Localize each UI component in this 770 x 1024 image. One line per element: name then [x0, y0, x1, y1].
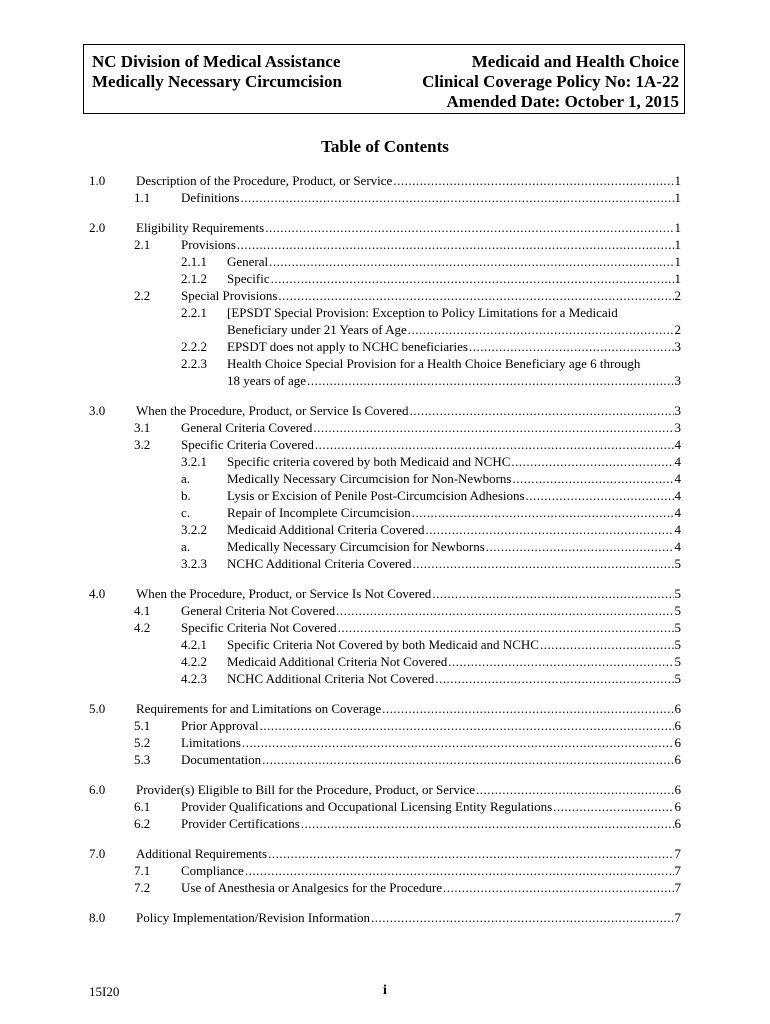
toc-entry-page: 3: [674, 339, 681, 354]
toc-entry-page: 5: [674, 620, 681, 635]
toc-entry-title: Medicaid Additional Criteria Not Covered: [227, 654, 448, 669]
toc-leader-dots: [313, 419, 673, 437]
toc-entry-title: Requirements for and Limitations on Coverage: [136, 701, 382, 716]
toc-entry-number: 4.2.3: [181, 671, 207, 686]
toc-entry-title: EPSDT does not apply to NCHC beneficiaries: [227, 339, 468, 354]
toc-entry-title: Use of Anesthesia or Analgesics for the Procedure: [181, 880, 443, 895]
toc-entry-title: Specific Criteria Not Covered: [181, 620, 337, 635]
toc-entry-number: 2.2: [134, 288, 151, 303]
toc-leader-dots: [371, 909, 674, 927]
toc-leader-dots: [269, 253, 673, 271]
toc-leader-dots: [448, 653, 673, 671]
toc-entry[interactable]: [134, 734, 681, 752]
toc-entry[interactable]: [134, 879, 681, 897]
toc-entry-page: 1: [674, 220, 681, 235]
toc-entry-title: Beneficiary under 21 Years of Age: [227, 322, 407, 337]
toc-entry-page: 3: [674, 403, 681, 418]
toc-leader-dots: [512, 470, 673, 488]
toc-entry[interactable]: [89, 219, 681, 237]
toc-entry-page: 3: [674, 420, 681, 435]
toc-leader-dots: [413, 555, 674, 573]
toc-entry-number: c.: [181, 505, 191, 520]
toc-entry-title: Provider(s) Eligible to Bill for the Procedure, Product, or Service: [136, 782, 476, 797]
toc-leader-dots: [315, 436, 674, 454]
toc-entry-title: Medically Necessary Circumcision for Non-Newborns: [227, 471, 512, 486]
toc-leader-dots: [410, 402, 674, 420]
policy-number: Clinical Coverage Policy No: 1A-22: [422, 72, 679, 91]
amended-date: Amended Date: October 1, 2015: [446, 92, 679, 111]
toc-entry-number: 4.2.2: [181, 654, 207, 669]
toc-leader-dots: [382, 700, 673, 718]
toc-entry[interactable]: [89, 172, 681, 190]
toc-entry-title: Specific: [227, 271, 270, 286]
toc-leader-dots: [432, 585, 673, 603]
toc-entry-title: Provider Certifications: [181, 816, 300, 831]
toc-entry-page: 2: [674, 288, 681, 303]
toc-entry-title: Medicaid Additional Criteria Covered: [227, 522, 425, 537]
toc-entry-title: Repair of Incomplete Circumcision: [227, 505, 411, 520]
toc-entry[interactable]: [181, 470, 681, 488]
toc-entry[interactable]: [181, 253, 681, 271]
toc-leader-dots: [425, 521, 673, 539]
toc-entry-page: 2: [674, 322, 681, 337]
toc-entry-title: Specific Criteria Not Covered by both Medicaid and NCHC: [227, 637, 539, 652]
toc-leader-dots: [511, 453, 673, 471]
toc-entry-title: General Criteria Not Covered: [181, 603, 336, 618]
toc-entry-title: Specific Criteria Covered: [181, 437, 314, 452]
toc-entry-page: 1: [674, 271, 681, 286]
toc-entry-number: 2.2.1: [181, 305, 207, 320]
toc-entry-title: Documentation: [181, 752, 262, 767]
toc-leader-dots: [265, 219, 673, 237]
policy-subject: Medically Necessary Circumcision: [92, 72, 342, 91]
toc-heading: Table of Contents: [321, 137, 449, 156]
toc-entry-title: Compliance: [181, 863, 244, 878]
page-number: i: [383, 983, 387, 998]
toc-entry[interactable]: [89, 845, 681, 863]
toc-entry-title: Special Provisions: [181, 288, 278, 303]
toc-leader-dots: [486, 538, 674, 556]
toc-leader-dots: [260, 717, 674, 735]
toc-leader-dots: [338, 619, 674, 637]
toc-entry-number: 6.1: [134, 799, 151, 814]
toc-leader-dots: [271, 270, 674, 288]
toc-entry-title: NCHC Additional Criteria Not Covered: [227, 671, 435, 686]
toc-leader-dots: [262, 751, 673, 769]
toc-entry-page: 4: [674, 437, 681, 452]
toc-entry[interactable]: [134, 236, 681, 254]
toc-entry[interactable]: [134, 619, 681, 637]
toc-entry-title: General: [227, 254, 269, 269]
toc-entry[interactable]: [181, 636, 681, 654]
toc-entry-title: Additional Requirements: [136, 846, 268, 861]
toc-entry[interactable]: [134, 436, 681, 454]
toc-entry-title: Definitions: [181, 190, 240, 205]
toc-entry-page: 1: [674, 237, 681, 252]
toc-leader-dots: [412, 504, 674, 522]
toc-entry-title: Limitations: [181, 735, 241, 750]
toc-entry-number: 7.1: [134, 863, 151, 878]
toc-entry-page: 4: [674, 471, 681, 486]
toc-entry[interactable]: [134, 717, 681, 735]
toc-entry[interactable]: [134, 419, 681, 437]
toc-entry-page: 6: [674, 816, 681, 831]
toc-entry-number: 5.2: [134, 735, 151, 750]
toc-entry-page: 1: [674, 254, 681, 269]
toc-entry-page: 4: [674, 454, 681, 469]
toc-entry[interactable]: [134, 602, 681, 620]
toc-leader-dots: [526, 487, 674, 505]
toc-entry-page: 7: [674, 880, 681, 895]
program-name: Medicaid and Health Choice: [471, 52, 679, 71]
toc-entry-title: When the Procedure, Product, or Service Is Covered: [136, 403, 409, 418]
header-box: [83, 44, 685, 114]
toc-entry-number: 5.0: [89, 701, 106, 716]
toc-entry[interactable]: [89, 700, 681, 718]
toc-leader-dots: [393, 172, 673, 190]
toc-entry[interactable]: [89, 781, 681, 799]
toc-entry-page: 4: [674, 488, 681, 503]
toc-entry-page: 6: [674, 782, 681, 797]
toc-entry-number: 4.2: [134, 620, 151, 635]
toc-entry-page: 7: [674, 846, 681, 861]
toc-entry-number: 7.2: [134, 880, 151, 895]
toc-entry[interactable]: [181, 504, 681, 522]
toc-leader-dots: [245, 862, 674, 880]
toc-entry-page: 6: [674, 752, 681, 767]
toc-entry-number: 4.0: [89, 586, 106, 601]
toc-entry-page: 5: [674, 654, 681, 669]
toc-entry-number: 3.2.2: [181, 522, 207, 537]
toc-entry[interactable]: [89, 402, 681, 420]
toc-entry-page: 4: [674, 522, 681, 537]
toc-entry[interactable]: [181, 487, 681, 505]
toc-leader-dots: [301, 815, 674, 833]
toc-entry-title: Specific criteria covered by both Medicaid and NCHC: [227, 454, 511, 469]
toc-entry-title: Health Choice Special Provision for a Health Choice Beneficiary age 6 through: [227, 356, 641, 371]
toc-entry-number: 1.1: [134, 190, 151, 205]
toc-entry[interactable]: [181, 653, 681, 671]
toc-leader-dots: [435, 670, 673, 688]
document-code: 15I20: [89, 984, 120, 999]
toc-entry-page: 5: [674, 603, 681, 618]
toc-entry-number: 2.2.2: [181, 339, 207, 354]
toc-entry[interactable]: [134, 815, 681, 833]
toc-entry-number: 1.0: [89, 173, 106, 188]
toc-entry-title: Description of the Procedure, Product, or Service: [136, 173, 393, 188]
toc-entry-title: Lysis or Excision of Penile Post-Circumcision Adhesions: [227, 488, 525, 503]
toc-entry-title: Eligibility Requirements: [136, 220, 265, 235]
toc-entry[interactable]: [134, 798, 681, 816]
toc-entry[interactable]: [181, 670, 681, 688]
toc-leader-dots: [476, 781, 673, 799]
toc-entry[interactable]: [181, 538, 681, 556]
toc-leader-dots: [242, 734, 674, 752]
toc-leader-dots: [336, 602, 673, 620]
toc-entry[interactable]: [89, 585, 681, 603]
toc-entry[interactable]: [181, 270, 681, 288]
toc-entry[interactable]: [134, 751, 681, 769]
toc-entry-page: 7: [674, 863, 681, 878]
toc-entry[interactable]: [181, 555, 681, 573]
toc-entry-continuation[interactable]: [227, 321, 681, 339]
toc-entry-title: Provider Qualifications and Occupational Licensing Entity Regulations: [181, 799, 553, 814]
toc-entry-page: 6: [674, 799, 681, 814]
toc-leader-dots: [553, 798, 673, 816]
toc-entry-title: 18 years of age: [227, 373, 307, 388]
toc-entry[interactable]: [181, 453, 681, 471]
toc-entry-title: When the Procedure, Product, or Service Is Not Covered: [136, 586, 432, 601]
toc-entry-number: 5.1: [134, 718, 151, 733]
toc-entry-number: 8.0: [89, 910, 106, 925]
toc-entry-page: 1: [674, 190, 681, 205]
toc-entry-title: General Criteria Covered: [181, 420, 313, 435]
toc-entry-number: 2.0: [89, 220, 106, 235]
toc-entry-start[interactable]: [181, 355, 641, 373]
toc-leader-dots: [278, 287, 673, 305]
toc-entry-number: 4.2.1: [181, 637, 207, 652]
toc-entry[interactable]: [134, 862, 681, 880]
toc-entry-page: 7: [674, 910, 681, 925]
toc-entry-number: 3.2.1: [181, 454, 207, 469]
toc-entry-number: 3.2: [134, 437, 151, 452]
toc-entry-number: 3.1: [134, 420, 151, 435]
toc-leader-dots: [443, 879, 673, 897]
toc-entry[interactable]: [134, 287, 681, 305]
toc-leader-dots: [540, 636, 674, 654]
toc-entry-title: Policy Implementation/Revision Information: [136, 910, 370, 925]
toc-entry[interactable]: [89, 909, 681, 927]
toc-entry-page: 6: [674, 718, 681, 733]
toc-entry-page: 4: [674, 505, 681, 520]
toc-entry-page: 5: [674, 671, 681, 686]
toc-entry-title: [EPSDT Special Provision: Exception to Policy Limitations for a Medicaid: [227, 305, 618, 320]
toc-leader-dots: [307, 372, 673, 390]
toc-entry-number: a.: [181, 471, 191, 486]
toc-entry-page: 5: [674, 637, 681, 652]
toc-entry-number: 2.1.1: [181, 254, 207, 269]
toc-entry-page: 4: [674, 539, 681, 554]
toc-entry-title: Medically Necessary Circumcision for Newborns: [227, 539, 485, 554]
toc-entry[interactable]: [181, 521, 681, 539]
toc-entry-number: 7.0: [89, 846, 106, 861]
toc-leader-dots: [469, 338, 674, 356]
toc-leader-dots: [241, 189, 674, 207]
toc-entry-number: 2.1.2: [181, 271, 207, 286]
toc-entry-number: 5.3: [134, 752, 151, 767]
toc-entry-number: 2.2.3: [181, 356, 207, 371]
toc-entry-page: 3: [674, 373, 681, 388]
toc-entry-number: 3.2.3: [181, 556, 207, 571]
toc-leader-dots: [268, 845, 673, 863]
toc-entry-continuation[interactable]: [227, 372, 681, 390]
toc-entry-number: 3.0: [89, 403, 106, 418]
toc-entry-number: 6.0: [89, 782, 106, 797]
toc-entry-page: 6: [674, 701, 681, 716]
toc-entry-title: Provisions: [181, 237, 236, 252]
toc-entry-title: NCHC Additional Criteria Covered: [227, 556, 412, 571]
toc-entry[interactable]: [181, 338, 681, 356]
toc-entry-number: b.: [181, 488, 191, 503]
toc-entry[interactable]: [134, 189, 681, 207]
toc-entry-number: a.: [181, 539, 191, 554]
division-name: NC Division of Medical Assistance: [92, 52, 341, 71]
toc-entry-start[interactable]: [181, 304, 618, 322]
toc-leader-dots: [237, 236, 674, 254]
toc-entry-number: 4.1: [134, 603, 151, 618]
toc-entry-number: 2.1: [134, 237, 151, 252]
toc-entry-page: 5: [674, 586, 681, 601]
toc-entry-page: 1: [674, 173, 681, 188]
toc-entry-page: 6: [674, 735, 681, 750]
toc-entry-number: 6.2: [134, 816, 151, 831]
toc-leader-dots: [408, 321, 674, 339]
toc-entry-title: Prior Approval: [181, 718, 259, 733]
toc-entry-page: 5: [674, 556, 681, 571]
